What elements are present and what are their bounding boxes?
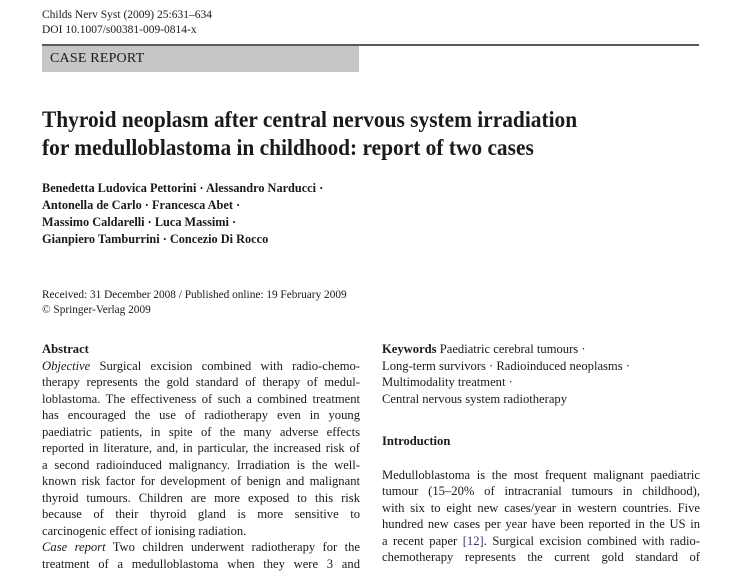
keywords-line: Central nervous system radiotherapy [382, 391, 568, 406]
objective-label: Objective [42, 358, 91, 373]
author-list [42, 180, 323, 248]
introduction-body [382, 467, 700, 566]
abstract-line: has encouraged the use of radiotherapy even in young [42, 408, 360, 422]
keywords-line: Long-term survivors · Radioinduced neoplasms · [382, 358, 630, 373]
abstract-line: paediatric patients, in spite of the many adverse effects [42, 424, 360, 439]
title-line-1: Thyroid neoplasm after central nervous system irradiation [42, 107, 578, 132]
keywords-block [382, 341, 700, 407]
right-column [382, 341, 700, 566]
journal-header [42, 8, 212, 38]
abstract-line: Objective Surgical excision combined with radio-chemo- [42, 358, 360, 373]
authors-line-4: Gianpiero Tamburrini · Concezio Di Rocco [42, 232, 269, 246]
title-line-2: for medulloblastoma in childhood: report of two cases [42, 135, 534, 160]
abstract-line: thyroid tumours. Children are more exposed to this risk [42, 490, 360, 505]
abstract-line: treatment of a medulloblastoma when they were 3 and [42, 556, 360, 571]
abstract-line: loblastoma. The effectiveness of such a combined treatment [42, 391, 360, 406]
intro-line: with six to eight new cases/year in western countries. Five [382, 500, 700, 515]
abstract-heading: Abstract [42, 342, 89, 356]
article-title [42, 106, 674, 162]
introduction-heading: Introduction [382, 434, 451, 448]
article-type-label: CASE REPORT [50, 51, 145, 66]
abstract-line: known risk factor for development of benign and malignant [42, 474, 360, 488]
article-type-banner [42, 46, 359, 72]
intro-line: hundred new cases per year have been reported in the US in [382, 517, 700, 531]
intro-line: chemotherapy represents the current gold standard of [382, 550, 700, 564]
abstract-line: carcinogenic effect of ionising radiation. [42, 523, 247, 538]
keywords-line: Keywords Paediatric cerebral tumours · [382, 342, 586, 356]
abstract-column [42, 341, 360, 572]
abstract-line: a second radioinduced malignancy. Irradiation is the well- [42, 457, 360, 472]
abstract-line: reported in literature, and, in particular, the increased risk of [42, 441, 360, 455]
authors-line-2: Antonella de Carlo · Francesca Abet · [42, 198, 241, 212]
keywords-line: Multimodality treatment · [382, 375, 513, 389]
abstract-line: therapy represents the gold standard of therapy of medul- [42, 375, 360, 389]
intro-line: tumour (15–20% of intracranial tumours in childhood), [382, 484, 700, 498]
intro-line: a recent paper [12]. Surgical excision combined with radio- [382, 533, 700, 548]
copyright: © Springer-Verlag 2009 [42, 303, 151, 316]
case-report-label: Case report [42, 540, 106, 554]
keywords-label: Keywords [382, 342, 437, 356]
doi: DOI 10.1007/s00381-009-0814-x [42, 24, 197, 36]
authors-line-3: Massimo Caldarelli · Luca Massimi · [42, 215, 237, 229]
journal-citation: Childs Nerv Syst (2009) 25:631–634 [42, 9, 212, 21]
abstract-line: because of their thyroid gland is more sensitive to [42, 507, 360, 521]
publication-dates: Received: 31 December 2008 / Published online: 19 February 2009 [42, 289, 347, 301]
citation-link[interactable]: [12] [462, 533, 484, 548]
abstract-line: Case report Two children underwent radiotherapy for the [42, 540, 360, 554]
intro-line: Medulloblastoma is the most frequent malignant paediatric [382, 467, 700, 482]
authors-line-1: Benedetta Ludovica Pettorini · Alessandro Narducci · [42, 181, 324, 195]
publication-info [42, 288, 347, 317]
